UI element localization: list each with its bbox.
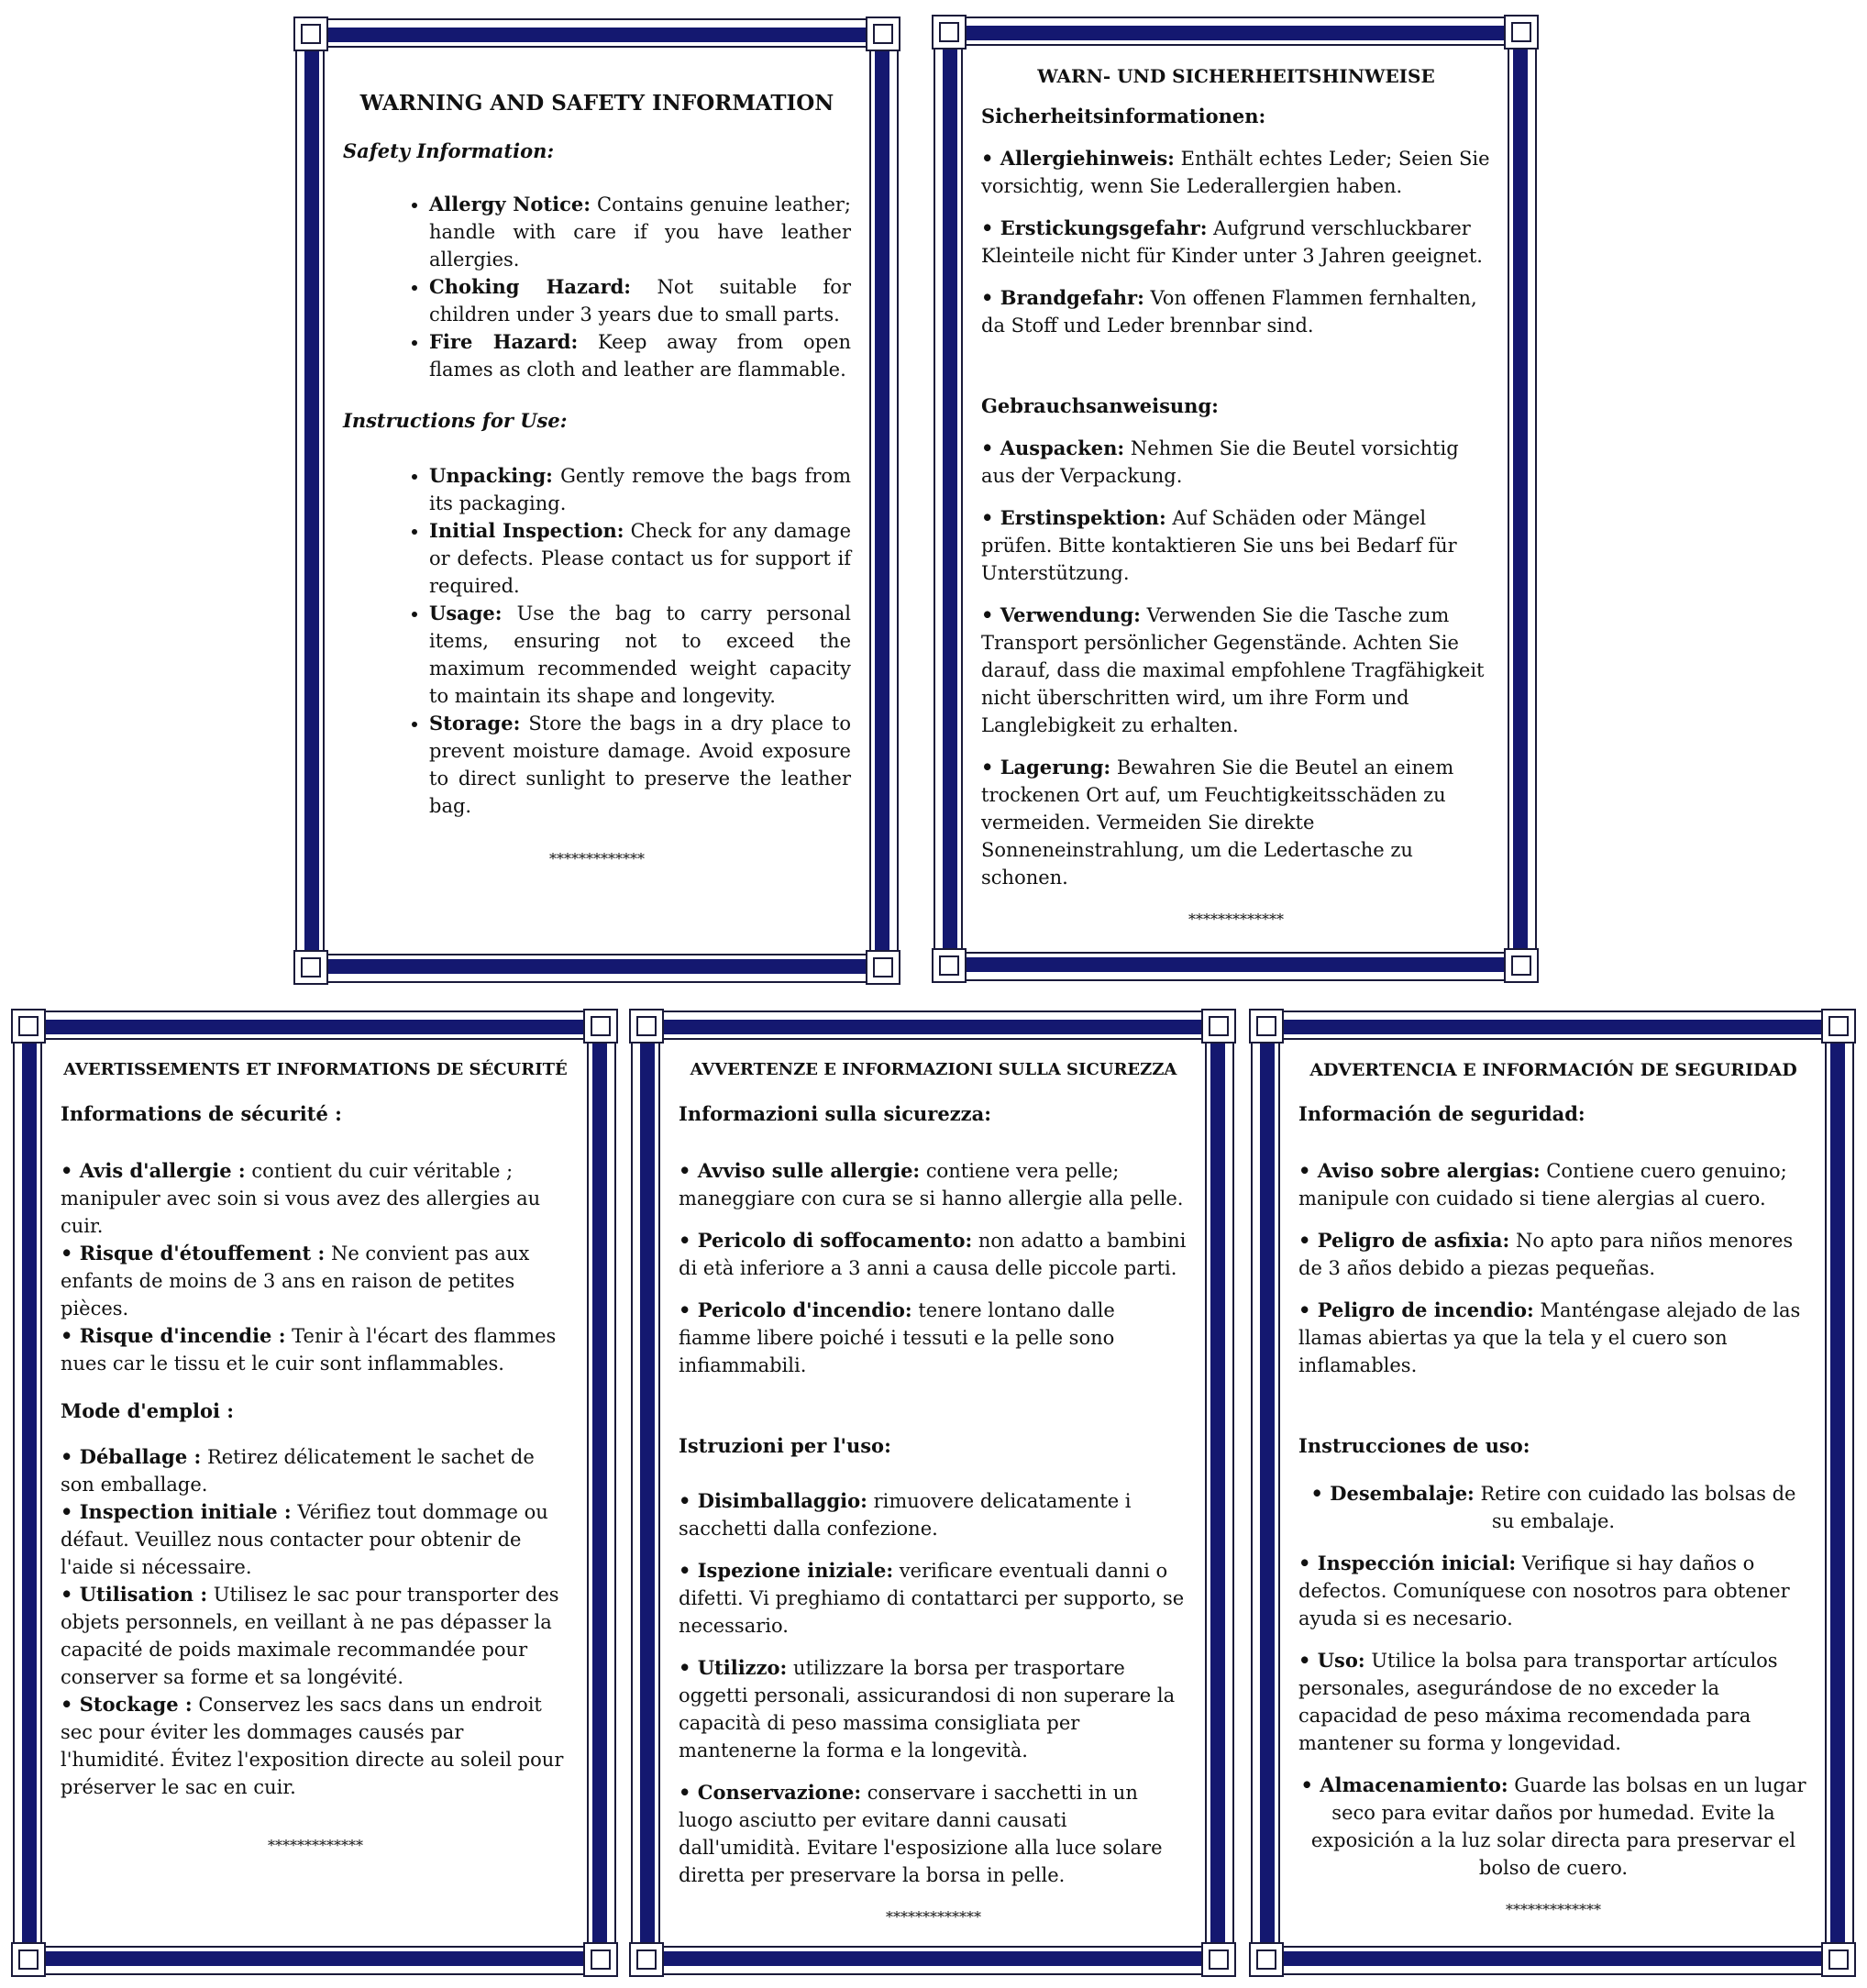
list-item — [1298, 1550, 1808, 1632]
end-stars: ************* — [1506, 1901, 1601, 1918]
list-item — [1298, 1772, 1808, 1882]
card-spanish — [1251, 1011, 1854, 1975]
item-label: • Disimballaggio: — [679, 1489, 867, 1512]
corner-ornament — [932, 948, 967, 983]
item-text: contient du cuir véritable ; manipuler avec soin si vous avez des allergies au cuir. — [61, 1160, 541, 1237]
list-item — [981, 754, 1491, 891]
corner-ornament — [1201, 1009, 1236, 1044]
list-item — [429, 517, 851, 600]
item-label: Fire Hazard: — [429, 330, 579, 353]
item-text: Bewahren Sie die Beutel an einem trockenen Ort auf, um Feuchtigkeitsschäden zu vermeiden. Vermeiden Sie direkte Sonneneinstrahlung, um die Ledertasche zu schonen. — [981, 757, 1454, 889]
item-text: No apto para niños menores de 3 años debido a piezas pequeñas. — [1298, 1230, 1794, 1279]
list-item — [679, 1227, 1188, 1282]
item-label: • Almacenamiento: — [1300, 1773, 1508, 1796]
list-item — [1298, 1227, 1808, 1282]
item-text: non adatto a bambini di età inferiore a 3 anni a causa delle piccole parti. — [679, 1230, 1187, 1279]
card-title: ADVERTENCIA E INFORMACIÓN DE SEGURIDAD — [1309, 1060, 1797, 1080]
item-label: • Brandgefahr: — [981, 286, 1144, 309]
safety-heading: Informations de sécurité : — [61, 1102, 342, 1125]
item-text: Contiene cuero genuino; manipule con cuidado si tiene alergias al cuero. — [1298, 1160, 1787, 1209]
item-label: Allergy Notice: — [429, 193, 591, 215]
list-item — [429, 328, 851, 383]
list-item — [679, 1779, 1188, 1889]
list-item — [1298, 1157, 1808, 1212]
item-label: Unpacking: — [429, 464, 553, 487]
instructions-heading: Mode d'emploi : — [61, 1399, 235, 1422]
instructions-heading: Gebrauchsanweisung: — [981, 394, 1219, 417]
card-german — [934, 17, 1537, 981]
corner-ornament — [1504, 15, 1539, 50]
item-text: Retirez délicatement le sachet de son emballage. — [61, 1446, 535, 1496]
corner-ornament — [866, 950, 900, 985]
item-text: conservare i sacchetti in un luogo asciutto per evitare danni causati dall'umidità. Evitare l'esposizione alla luce solare diretta per preservare la borsa in pelle. — [679, 1782, 1163, 1886]
list-item — [679, 1157, 1188, 1212]
instructions-heading: Instrucciones de uso: — [1298, 1434, 1530, 1457]
item-text: Verifique si hay daños o defectos. Comuníquese con nosotros para obtener ayuda si es necesario. — [1298, 1552, 1790, 1629]
corner-ornament — [1201, 1942, 1236, 1977]
item-text: Verwenden Sie die Tasche zum Transport persönlicher Gegenstände. Achten Sie darauf, dass die maximal empfohlene Tragfähigkeit nicht überschritten wird, um ihre Form und Langlebigkeit zu erhalten. — [981, 604, 1485, 736]
item-label: • Peligro de incendio: — [1298, 1298, 1534, 1321]
card-title: WARNING AND SAFETY INFORMATION — [359, 91, 834, 116]
corner-ornament — [11, 1942, 46, 1977]
safety-heading: Safety Information: — [343, 139, 555, 162]
list-item — [61, 1322, 570, 1377]
item-text: Auf Schäden oder Mängel prüfen. Bitte kontaktieren Sie uns bei Bedarf für Unterstützung. — [981, 507, 1457, 584]
end-stars: ************* — [549, 850, 645, 867]
card-content — [61, 1056, 570, 1860]
corner-ornament — [293, 17, 328, 51]
item-label: • Auspacken: — [981, 436, 1125, 459]
item-label: • Desembalaje: — [1310, 1482, 1475, 1505]
item-text: Ne convient pas aux enfants de moins de 3 ans en raison de petites pièces. — [61, 1242, 530, 1320]
list-item — [679, 1297, 1188, 1379]
card-title: WARN- UND SICHERHEITSHINWEISE — [1037, 65, 1435, 87]
item-text: Guarde las bolsas en un lugar seco para evitar daños por humedad. Evite la exposición a la luz solar directa para preservar el bolso de cuero. — [1310, 1774, 1806, 1879]
item-label: Usage: — [429, 602, 503, 624]
end-stars: ************* — [1188, 911, 1284, 928]
list-item — [679, 1654, 1188, 1764]
item-label: • Risque d'incendie : — [61, 1324, 286, 1347]
item-text: Aufgrund verschluckbarer Kleinteile nicht für Kinder unter 3 Jahren geeignet. — [981, 217, 1483, 267]
item-text: Von offenen Flammen fernhalten, da Stoff und Leder brennbar sind. — [981, 287, 1477, 337]
corner-ornament — [1249, 1009, 1284, 1044]
item-label: • Lagerung: — [981, 756, 1111, 779]
list-item — [1298, 1480, 1808, 1535]
item-text: verificare eventuali danni o difetti. Vi preghiamo di contattarci per supporto, se necessario. — [679, 1560, 1185, 1637]
list-item — [61, 1498, 570, 1581]
item-label: • Erstickungsgefahr: — [981, 216, 1208, 239]
item-text: Nehmen Sie die Beutel vorsichtig aus der Verpackung. — [981, 437, 1459, 487]
item-label: • Avviso sulle allergie: — [679, 1159, 921, 1182]
item-label: • Pericolo di soffocamento: — [679, 1229, 973, 1252]
corner-ornament — [11, 1009, 46, 1044]
list-item — [429, 191, 851, 273]
item-text: Use the bag to carry personal items, ensuring not to exceed the maximum recommended weight capacity to maintain its shape and longevity. — [429, 602, 851, 707]
item-label: • Aviso sobre alergias: — [1298, 1159, 1541, 1182]
list-item — [61, 1157, 570, 1240]
safety-heading: Informazioni sulla sicurezza: — [679, 1102, 991, 1125]
list-item — [1298, 1297, 1808, 1379]
card-english — [295, 18, 899, 983]
card-content — [343, 90, 851, 873]
item-text: tenere lontano dalle fiamme libere poiché i tessuti e la pelle sono infiammabili. — [679, 1299, 1115, 1376]
item-text: Conservez les sacs dans un endroit sec pour éviter les dommages causés par l'humidité. Évitez l'exposition directe au soleil pour préserver le sac en cuir. — [61, 1694, 564, 1798]
item-label: • Verwendung: — [981, 603, 1141, 626]
list-item — [981, 504, 1491, 587]
item-text: Utilisez le sac pour transporter des objets personnels, en veillant à ne pas dépasser la capacité de poids maximale recommandée pour conserver sa forme et sa longévité. — [61, 1584, 559, 1688]
end-stars: ************* — [268, 1837, 363, 1854]
list-item — [61, 1240, 570, 1322]
corner-ornament — [629, 1942, 664, 1977]
item-text: rimuovere delicatamente i sacchetti dalla confezione. — [679, 1490, 1132, 1540]
list-item — [981, 145, 1491, 200]
list-item — [61, 1691, 570, 1801]
end-stars: ************* — [886, 1908, 981, 1926]
list-item — [429, 710, 851, 820]
item-label: • Ispezione iniziale: — [679, 1559, 894, 1582]
list-item — [981, 435, 1491, 490]
item-text: Keep away from open flames as cloth and leather are flammable. — [429, 331, 851, 381]
corner-ornament — [583, 1942, 618, 1977]
item-label: • Inspection initiale : — [61, 1500, 292, 1523]
corner-ornament — [1504, 948, 1539, 983]
item-label: Choking Hazard: — [429, 275, 632, 298]
list-item — [429, 600, 851, 710]
list-item — [679, 1557, 1188, 1640]
card-content — [981, 62, 1491, 933]
card-french — [13, 1011, 616, 1975]
item-label: • Conservazione: — [679, 1781, 862, 1804]
list-item — [981, 215, 1491, 270]
list-item — [61, 1581, 570, 1691]
list-item — [981, 602, 1491, 739]
item-label: • Inspección inicial: — [1298, 1552, 1517, 1574]
instructions-heading: Instructions for Use: — [343, 409, 568, 432]
card-title: AVERTISSEMENTS ET INFORMATIONS DE SÉCURITÉ — [63, 1060, 568, 1079]
item-label: • Utilisation : — [61, 1583, 208, 1606]
list-item — [981, 284, 1491, 339]
corner-ornament — [866, 17, 900, 51]
safety-heading: Información de seguridad: — [1298, 1102, 1585, 1125]
item-label: Storage: — [429, 712, 521, 734]
item-label: • Risque d'étouffement : — [61, 1242, 326, 1265]
item-label: • Uso: — [1298, 1649, 1365, 1672]
instructions-heading: Istruzioni per l'uso: — [679, 1434, 891, 1457]
item-text: Tenir à l'écart des flammes nues car le tissu et le cuir sont inflammables. — [61, 1325, 557, 1375]
corner-ornament — [932, 15, 967, 50]
corner-ornament — [1821, 1009, 1856, 1044]
corner-ornament — [1821, 1942, 1856, 1977]
item-label: • Stockage : — [61, 1693, 193, 1716]
item-text: Enthält echtes Leder; Seien Sie vorsichtig, wenn Sie Lederallergien haben. — [981, 148, 1490, 197]
item-text: Store the bags in a dry place to prevent moisture damage. Avoid exposure to direct sunlight to preserve the leather bag. — [429, 712, 851, 817]
item-text: Utilice la bolsa para transportar artículos personales, asegurándose de no exceder la capacidad de peso máxima recomendada para mantener su forma y longevidad. — [1298, 1650, 1778, 1754]
card-title: AVVERTENZE E INFORMAZIONI SULLA SICUREZZA — [690, 1060, 1177, 1079]
instructions-list — [343, 462, 851, 820]
card-italian — [631, 1011, 1234, 1975]
item-label: • Erstinspektion: — [981, 506, 1166, 529]
item-label: • Déballage : — [61, 1445, 202, 1468]
list-item — [429, 273, 851, 328]
corner-ornament — [293, 950, 328, 985]
item-text: Check for any damage or defects. Please contact us for support if required. — [429, 520, 852, 597]
corner-ornament — [1249, 1942, 1284, 1977]
item-text: Manténgase alejado de las llamas abiertas ya que la tela y el cuero son inflamables. — [1298, 1299, 1801, 1376]
item-text: Gently remove the bags from its packaging. — [429, 465, 851, 514]
card-content — [679, 1056, 1188, 1931]
list-item — [679, 1487, 1188, 1542]
corner-ornament — [629, 1009, 664, 1044]
item-text: Retire con cuidado las bolsas de su embalaje. — [1474, 1483, 1796, 1532]
safety-list — [343, 191, 851, 383]
item-label: Initial Inspection: — [429, 519, 624, 542]
item-label: • Allergiehinweis: — [981, 147, 1175, 170]
card-content — [1298, 1056, 1808, 1924]
list-item — [61, 1443, 570, 1498]
item-text: contiene vera pelle; maneggiare con cura se si hanno allergie alla pelle. — [679, 1160, 1184, 1209]
item-text: Not suitable for children under 3 years due to small parts. — [429, 276, 851, 326]
item-label: • Peligro de asfixia: — [1298, 1229, 1510, 1252]
item-text: Vérifiez tout dommage ou défaut. Veuillez nous contacter pour obtenir de l'aide si nécessaire. — [61, 1501, 548, 1578]
list-item — [1298, 1647, 1808, 1757]
item-label: • Utilizzo: — [679, 1656, 788, 1679]
item-text: Contains genuine leather; handle with care if you have leather allergies. — [429, 193, 852, 271]
item-text: utilizzare la borsa per trasportare oggetti personali, assicurandosi di non superare la capacità di peso massima consigliata per mantenerne la forma e la longevità. — [679, 1657, 1176, 1762]
item-label: • Avis d'allergie : — [61, 1159, 246, 1182]
item-label: • Pericolo d'incendio: — [679, 1298, 912, 1321]
list-item — [429, 462, 851, 517]
corner-ornament — [583, 1009, 618, 1044]
safety-heading: Sicherheitsinformationen: — [981, 105, 1266, 127]
